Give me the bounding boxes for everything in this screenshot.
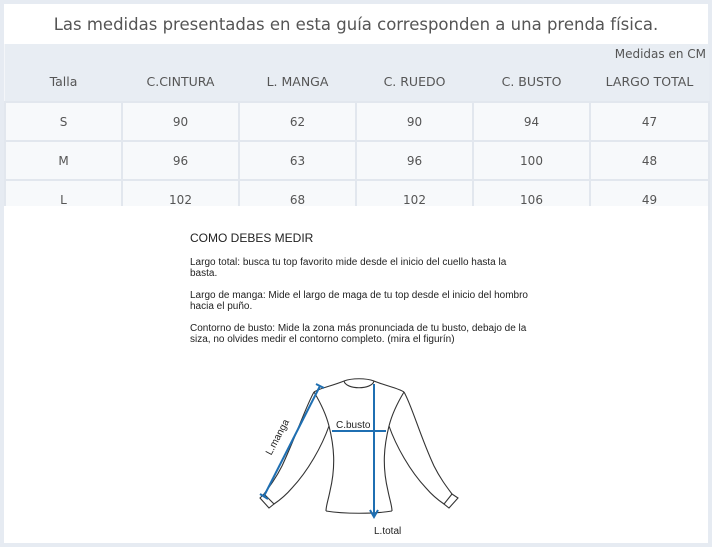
table-cell: 100 (473, 141, 590, 180)
table-cell: 62 (239, 102, 356, 141)
measuring-guide (4, 206, 708, 543)
guide-heading: COMO DEBES MEDIR (190, 231, 314, 245)
units-label: Medidas en CM (614, 47, 706, 61)
table-row (5, 102, 709, 141)
table-cell: 90 (122, 102, 239, 141)
table-cell: 96 (122, 141, 239, 180)
sleeve-label: L.manga (264, 417, 292, 458)
garment-sketch (234, 366, 474, 541)
table-cell: 47 (590, 102, 709, 141)
column-header-largo-total: LARGO TOTAL (590, 44, 709, 102)
table-cell: 68 (239, 180, 356, 219)
table-cell: 96 (356, 141, 473, 180)
table-header-row (5, 44, 709, 102)
total-label: L.total (374, 526, 402, 537)
table-cell: 90 (356, 102, 473, 141)
size-table (4, 44, 710, 220)
guide-paragraph-largo-manga: Largo de manga: Mide el largo de maga de tu top desde el inicio del hombro hacia el puño. (190, 290, 528, 312)
table-cell: L (5, 180, 122, 219)
guide-paragraph-contorno-busto: Contorno de busto: Mide la zona más pronunciada de tu busto, debajo de la siza, no olvides medir el contorno completo. (mira el figurín) (190, 323, 527, 345)
bust-label: C.busto (336, 420, 371, 431)
column-header-ruedo: C. RUEDO (356, 44, 473, 102)
column-header-manga: L. MANGA (239, 44, 356, 102)
size-guide-panel (4, 4, 708, 543)
table-cell: 102 (356, 180, 473, 219)
table-cell: 102 (122, 180, 239, 219)
table-cell: S (5, 102, 122, 141)
table-cell: 63 (239, 141, 356, 180)
page-title: Las medidas presentadas en esta guía corresponden a una prenda física. (4, 4, 708, 44)
table-cell: 94 (473, 102, 590, 141)
table-cell: M (5, 141, 122, 180)
table-cell: 49 (590, 180, 709, 219)
column-header-talla: Talla (5, 44, 122, 102)
guide-paragraph-largo-total: Largo total: busca tu top favorito mide desde el inicio del cuello hasta la basta. (190, 257, 507, 279)
measure-lines (260, 384, 386, 517)
table-cell: 106 (473, 180, 590, 219)
column-header-cintura: C.CINTURA (122, 44, 239, 102)
table-row (5, 141, 709, 180)
table-cell: 48 (590, 141, 709, 180)
column-header-busto: C. BUSTO (473, 44, 590, 102)
